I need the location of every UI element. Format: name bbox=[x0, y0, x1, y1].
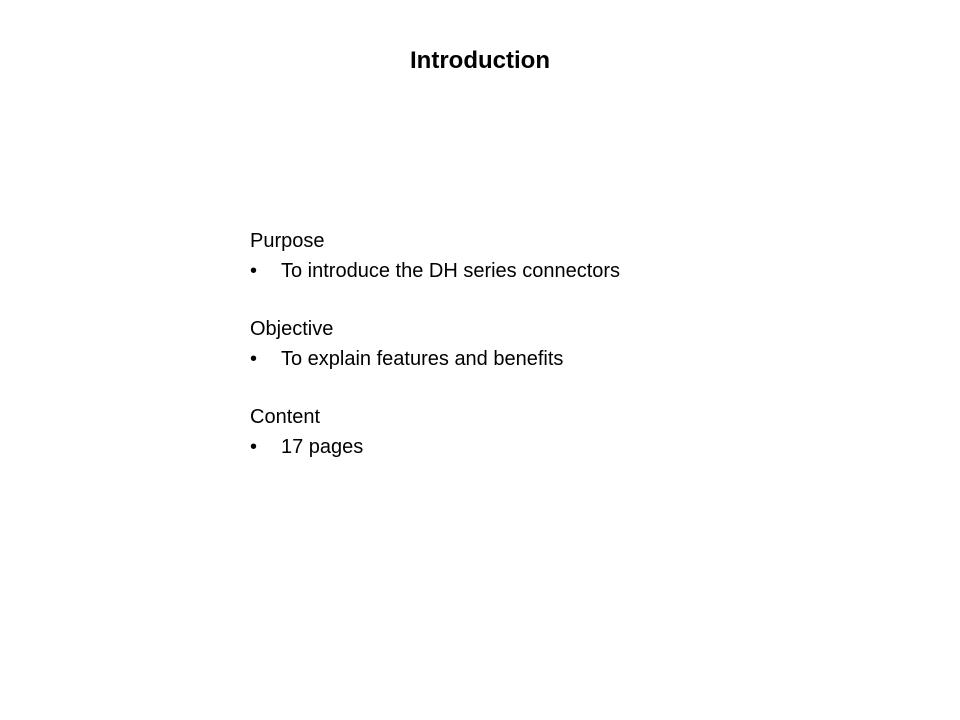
bullet-text: 17 pages bbox=[281, 436, 364, 458]
bullet-text: To introduce the DH series connectors bbox=[281, 260, 621, 282]
section-heading: Content bbox=[250, 406, 321, 428]
bullet-icon: • bbox=[250, 436, 258, 458]
section-heading: Objective bbox=[250, 318, 334, 340]
bullet-item bbox=[250, 256, 850, 286]
bullet-item bbox=[250, 344, 850, 374]
section-content bbox=[250, 402, 850, 462]
bullet-icon: • bbox=[250, 260, 258, 282]
bullet-text: To explain features and benefits bbox=[281, 348, 564, 370]
section-heading: Purpose bbox=[250, 230, 325, 252]
bullet-item bbox=[250, 432, 850, 462]
section-objective bbox=[250, 314, 850, 374]
slide-content bbox=[250, 226, 850, 490]
slide-title: Introduction bbox=[410, 47, 550, 74]
section-purpose bbox=[250, 226, 850, 286]
bullet-icon: • bbox=[250, 348, 258, 370]
